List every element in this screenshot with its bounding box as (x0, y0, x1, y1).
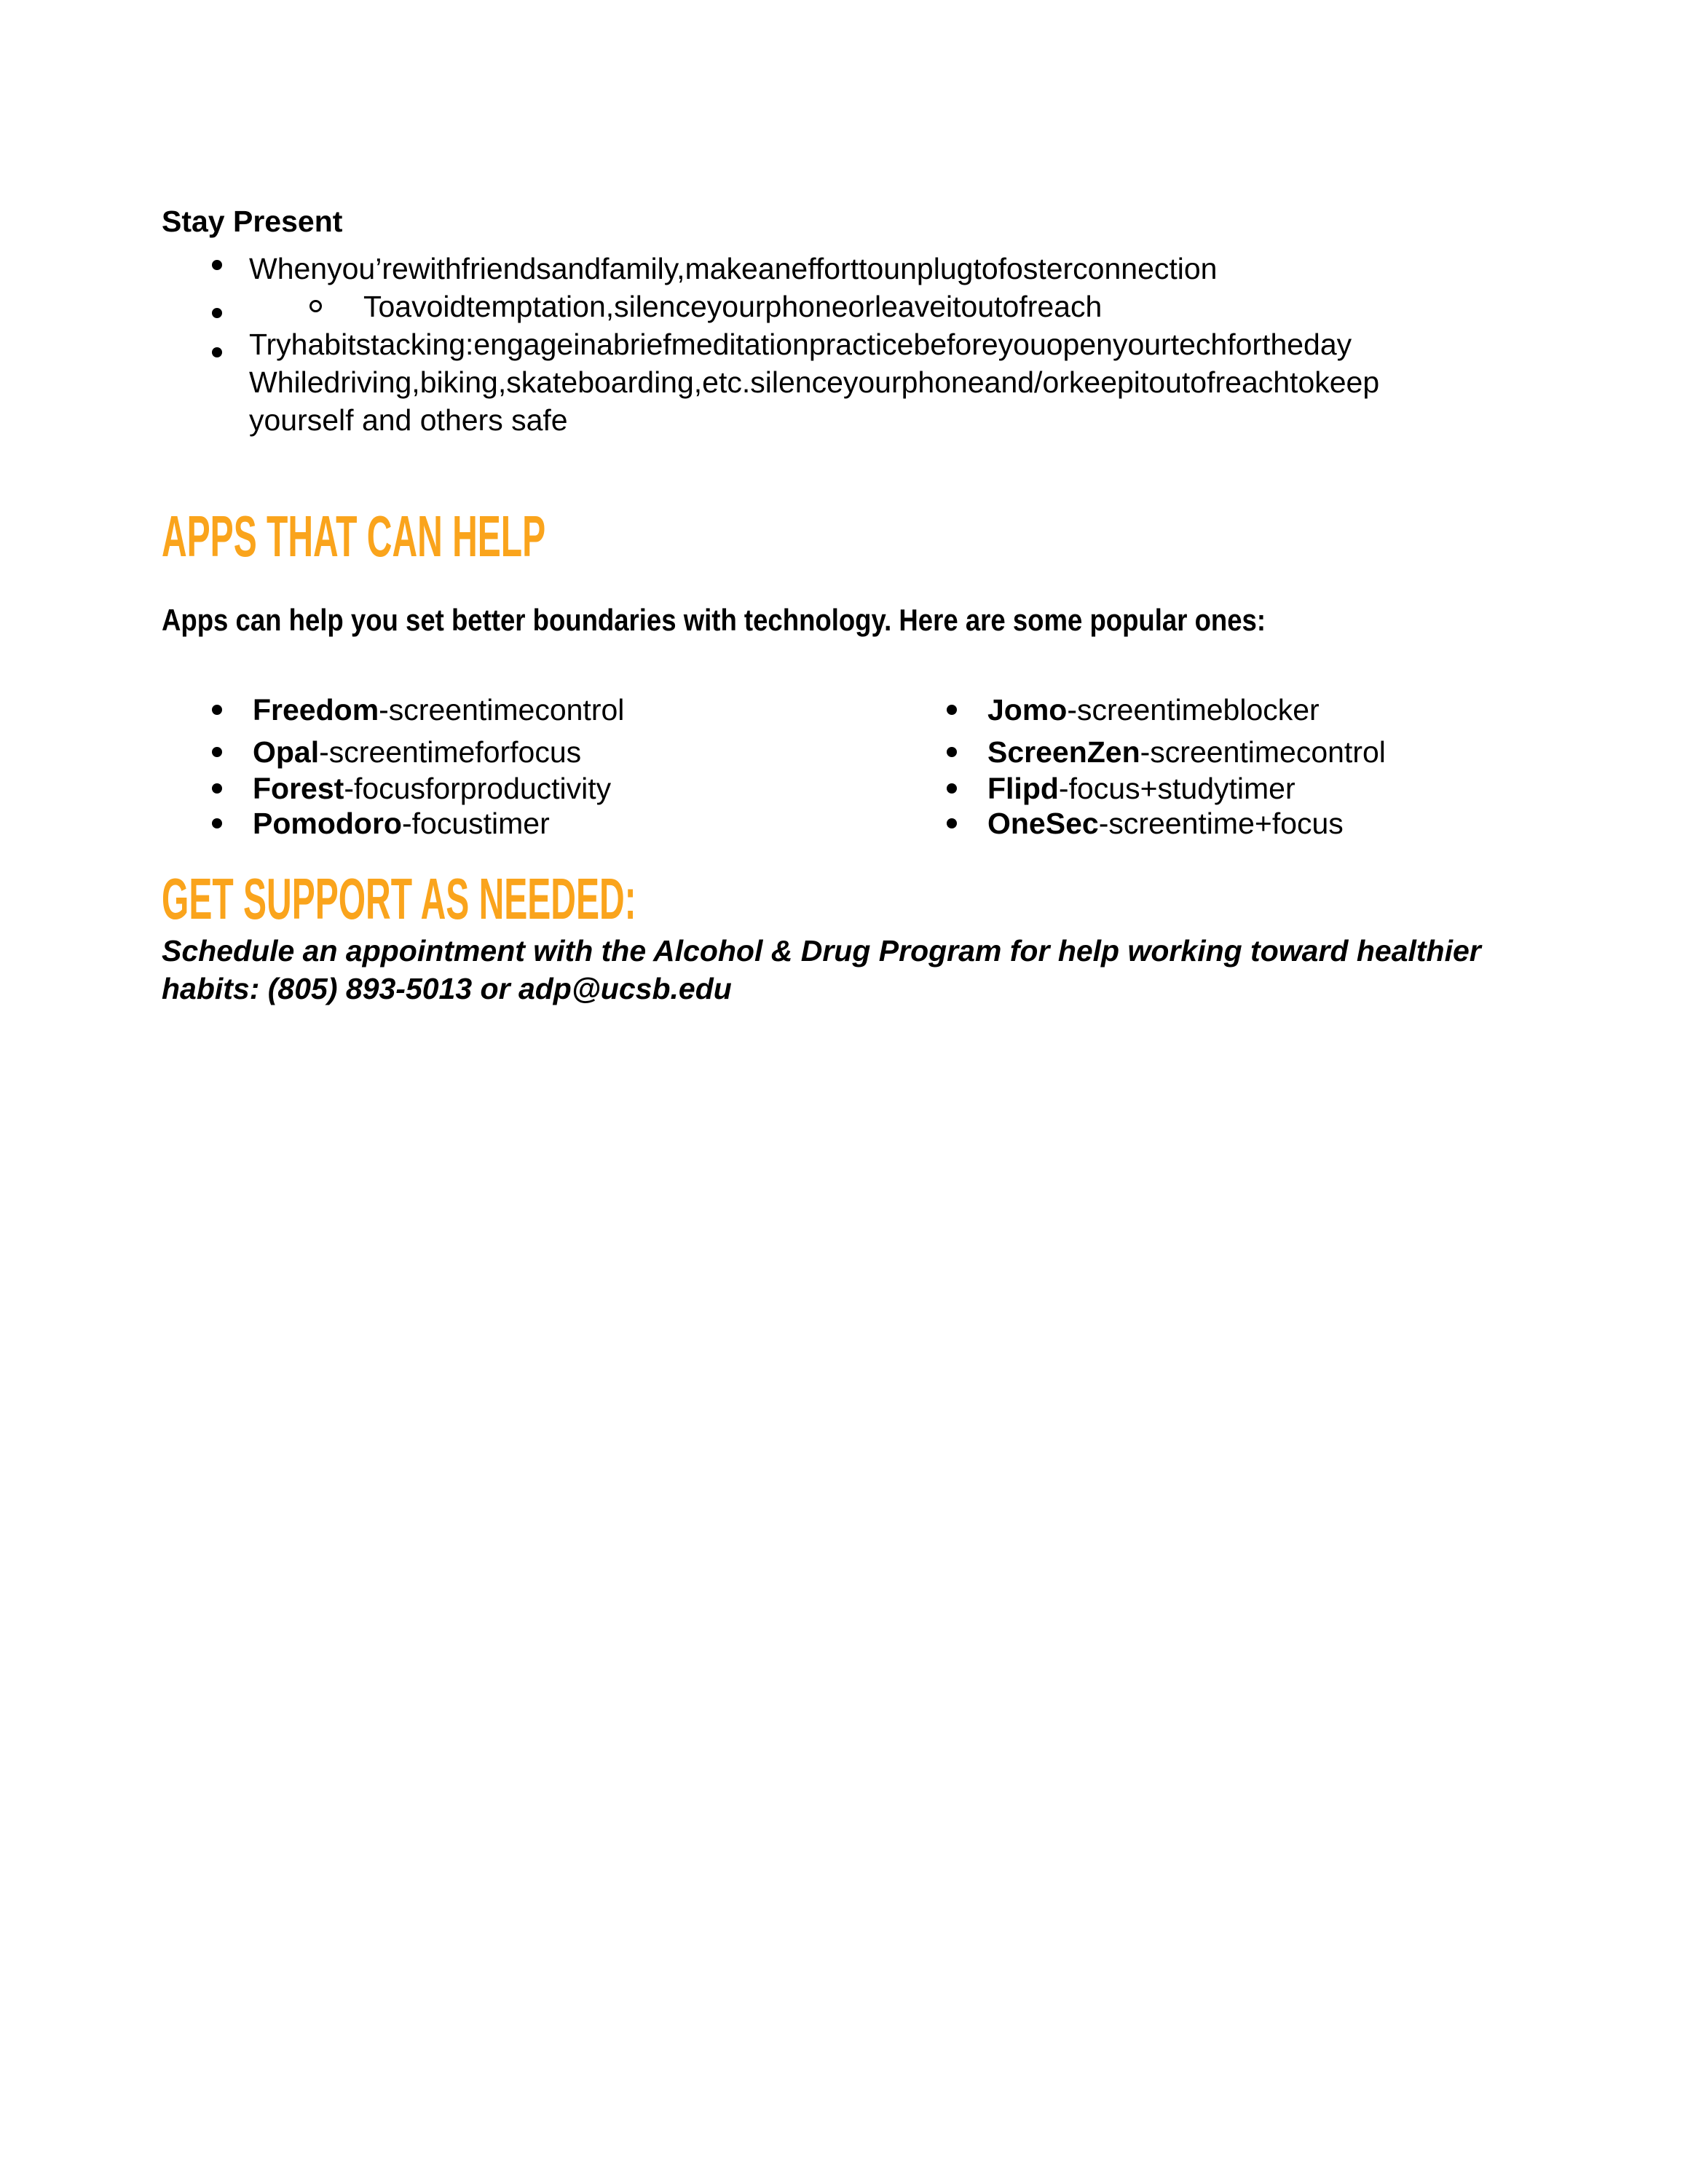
support-section-heading-text: GET SUPPORT AS NEEDED: (162, 866, 636, 931)
bullet-icon (947, 747, 957, 757)
bullet-icon (212, 818, 222, 828)
bullet-icon (212, 260, 222, 270)
app-name: ScreenZen (987, 735, 1140, 769)
app-name: Flipd (987, 772, 1059, 805)
app-desc: -focus+studytimer (1058, 772, 1295, 805)
support-body-line-1: Schedule an appointment with the Alcohol & Drug Program for help working toward healthier (162, 934, 1481, 968)
apps-section-heading (162, 504, 802, 569)
app-item-pomodoro (212, 805, 550, 842)
app-name: Forest (253, 772, 344, 805)
bullet-icon (212, 705, 222, 715)
bullet-icon (212, 783, 222, 794)
app-desc: -screentimeblocker (1067, 693, 1320, 727)
apps-section-heading-text: APPS THAT CAN HELP (162, 504, 546, 569)
bullet-icon (212, 308, 222, 318)
app-desc: -focustimer (401, 807, 550, 840)
app-item-forest (212, 770, 611, 807)
sub-bullet-icon (309, 300, 322, 312)
app-item-freedom (212, 692, 624, 728)
stay-present-bullet-3-line-2: yourself and others safe (249, 403, 568, 437)
apps-intro-text-inner: Apps can help you set better boundaries with technology. Here are some popular ones: (162, 603, 1266, 637)
bullet-icon (947, 705, 957, 715)
app-item-opal (212, 734, 581, 770)
app-name: Opal (253, 735, 320, 769)
stay-present-sub-bullet-1: Toavoidtemptation,silenceyourphoneorleaveitoutofreach (363, 290, 1103, 323)
bullet-icon (947, 818, 957, 828)
app-item-flipd (947, 770, 1295, 807)
app-name: Freedom (253, 693, 379, 727)
app-item-jomo (947, 692, 1320, 728)
app-name: Jomo (987, 693, 1068, 727)
app-item-screenzen (947, 734, 1386, 770)
apps-intro-text (162, 602, 1431, 638)
stay-present-bullet-1: Whenyou’rewithfriendsandfamily,makeanefforttounplugtofosterconnection (249, 252, 1218, 285)
app-desc: -screentimecontrol (1140, 735, 1386, 769)
app-name: Pomodoro (253, 807, 402, 840)
bullet-icon (212, 747, 222, 757)
app-desc: -focusforproductivity (344, 772, 612, 805)
app-desc: -screentime+focus (1098, 807, 1344, 840)
support-section-heading (162, 866, 953, 931)
bullet-icon (947, 783, 957, 794)
stay-present-bullet-2: Tryhabitstacking:engageinabriefmeditationpracticebeforeyouopenyourtechfortheday (249, 328, 1352, 361)
support-body-line-2: habits: (805) 893-5013 or adp@ucsb.edu (162, 972, 732, 1005)
app-item-onesec (947, 805, 1344, 842)
app-desc: -screentimeforfocus (319, 735, 582, 769)
stay-present-bullet-3-line-1: Whiledriving,biking,skateboarding,etc.silenceyourphoneand/orkeepitoutofreachtokeep (249, 365, 1380, 399)
app-name: OneSec (987, 807, 1099, 840)
bullet-icon (212, 347, 222, 357)
app-desc: -screentimecontrol (379, 693, 625, 727)
stay-present-heading: Stay Present (162, 205, 343, 238)
